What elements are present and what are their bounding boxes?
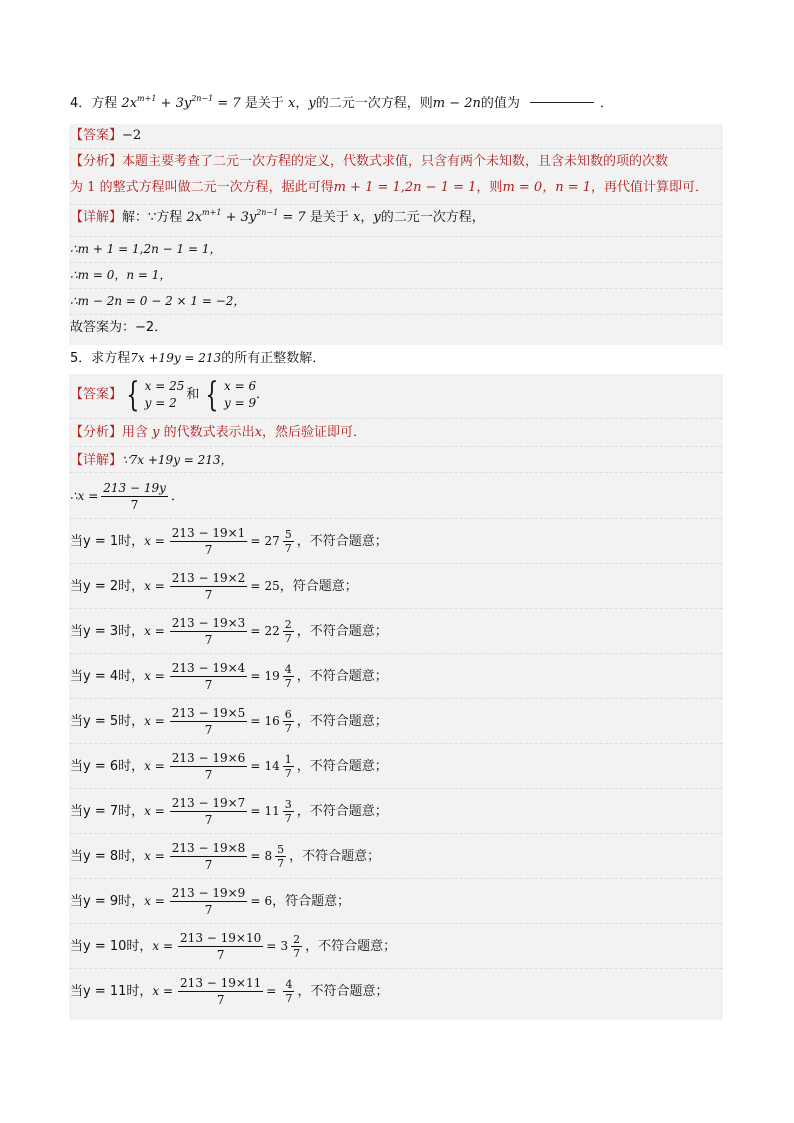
- q4-step-2: ∴m = 0，n = 1，: [70, 268, 172, 282]
- q4-suffix-c: 的值为: [480, 96, 520, 111]
- case-verdict: ，不符合题意；: [305, 939, 397, 954]
- and-text: 和: [186, 387, 200, 402]
- q4-analysis-text: 本题主要考查了二元一次方程的定义，代数式求值，只含有两个未知数，且含未知数的项的次数: [122, 154, 669, 169]
- case-condition: 当y = 10时，: [70, 939, 153, 954]
- fraction-numerator: 4: [285, 978, 293, 991]
- q5-question-text: 的所有正整数解．: [221, 351, 326, 366]
- fraction-numerator: 213 − 19y: [103, 481, 166, 495]
- case-remainder-fraction: [283, 978, 294, 1005]
- divider: [69, 236, 723, 237]
- case-x-label: x =: [144, 849, 165, 863]
- q4-analysis-text: 的整式方程叫做二元一次方程，据此可得: [99, 180, 334, 195]
- q4-expression: m − 2n: [432, 96, 481, 111]
- divider: [69, 698, 723, 699]
- var-x: x: [254, 425, 263, 440]
- fraction-denominator: 7: [284, 767, 292, 780]
- case-row: 当y = 7时，x = $\frac{213 - 19\times 7}{7}$ = 11 $\frac{3}{7}$ ，不符合题意；: [70, 796, 388, 827]
- case-condition: 当y = 2时，: [70, 579, 145, 594]
- q5-x-expression: ∴x = $\frac{213 - 19y}{7}$ ．: [70, 481, 184, 512]
- fraction-numerator: 213 − 19×11: [180, 976, 262, 990]
- case-fraction: [170, 795, 248, 828]
- case-remainder-fraction: [283, 663, 294, 690]
- q4-detail-text: 是关于: [309, 210, 349, 225]
- case-condition: 当y = 6时，: [70, 759, 145, 774]
- fraction-denominator: 7: [284, 542, 292, 555]
- q4-suffix-a: 是关于: [244, 96, 284, 111]
- divider: [69, 923, 723, 924]
- fraction-denominator: 7: [216, 993, 225, 1007]
- case-x-label: x =: [144, 894, 165, 908]
- case-row: 当y = 10时，x = $\frac{213 - 19\times 10}{7}$ = 3 $\frac{2}{7}$ ，不符合题意；: [70, 931, 397, 962]
- q4-period: ．: [600, 96, 614, 111]
- fraction-numerator: 213 − 19×6: [171, 751, 246, 765]
- case-fraction: [178, 975, 263, 1008]
- case-condition: 当y = 4时，: [70, 669, 145, 684]
- divider: [69, 288, 723, 289]
- case-verdict: ，不符合题意；: [296, 669, 388, 684]
- q5-analysis: [70, 423, 366, 443]
- fraction-numerator: 1: [284, 753, 292, 766]
- fraction-denominator: 7: [204, 813, 213, 827]
- analysis-tag: 【分析】: [70, 154, 123, 169]
- divider: [69, 418, 723, 419]
- divider: [69, 608, 723, 609]
- case-x-label: x =: [144, 624, 165, 638]
- fraction-numerator: 213 − 19×2: [171, 571, 246, 585]
- case-x-label: x =: [144, 759, 165, 773]
- system-equation: x = 25: [144, 378, 185, 393]
- q5-question-equation: 7x +19y = 213: [130, 351, 222, 365]
- equation-system-1: { x = 25 y = 2: [126, 374, 185, 415]
- q5-analysis-text: ，然后验证即可．: [262, 425, 367, 440]
- fraction-denominator: 7: [284, 722, 292, 735]
- q4-answer-value: −2: [122, 128, 142, 143]
- case-row: 当y = 11时，x = $\frac{213 - 19\times 11}{7}$ = $\frac{4}{7}$ ，不符合题意；: [70, 976, 389, 1007]
- case-x-label: x =: [144, 534, 165, 548]
- x-expression-fraction: [101, 480, 168, 513]
- q4-conditions: m + 1 = 1,2n − 1 = 1: [333, 180, 477, 195]
- fraction-denominator: 7: [204, 858, 213, 872]
- fraction-denominator: 7: [277, 857, 285, 870]
- fraction-numerator: 3: [284, 798, 292, 811]
- case-remainder-fraction: [283, 618, 294, 645]
- divider: [69, 833, 723, 834]
- fraction-numerator: 2: [284, 618, 292, 631]
- fraction-numerator: 213 − 19×9: [171, 886, 246, 900]
- fraction-numerator: 213 − 19×5: [171, 706, 246, 720]
- case-fraction: [170, 660, 248, 693]
- q4-equation: $2x^{m+1} + 3y^{2n-1} = 7$: [186, 208, 306, 225]
- q4-step-1: ∴m + 1 = 1,2n − 1 = 1，: [70, 242, 222, 256]
- divider: [69, 968, 723, 969]
- fraction-numerator: 213 − 19×4: [171, 661, 246, 675]
- var-y: y: [152, 425, 160, 440]
- q5-question: [70, 348, 325, 369]
- fraction-numerator: 213 − 19×1: [171, 526, 246, 540]
- divider: [69, 446, 723, 447]
- x-expression-lhs: ∴x =: [70, 489, 99, 503]
- case-condition: 当y = 1时，: [70, 534, 145, 549]
- fraction-denominator: 7: [285, 992, 293, 1005]
- case-remainder-fraction: [283, 708, 294, 735]
- case-x-label: x =: [152, 984, 174, 998]
- answer-blank: [530, 102, 594, 103]
- answer-tag: 【答案】: [70, 128, 123, 143]
- case-x-label: x =: [144, 714, 165, 728]
- case-result: 22: [264, 624, 280, 638]
- analysis-tag: 【分析】: [70, 425, 123, 440]
- case-remainder-fraction: [275, 843, 286, 870]
- fraction-denominator: 7: [284, 677, 292, 690]
- fraction-denominator: 7: [204, 768, 213, 782]
- case-row: 当y = 5时，x = $\frac{213 - 19\times 5}{7}$ = 16 $\frac{6}{7}$ ，不符合题意；: [70, 706, 388, 737]
- fraction-denominator: 7: [204, 903, 213, 917]
- case-result: 14: [264, 759, 280, 773]
- case-fraction: [170, 750, 248, 783]
- equation-system-2: { x = 6 y = 9: [205, 374, 257, 415]
- q4-step-3: ∴m − 2n = 0 − 2 × 1 = −2，: [70, 294, 246, 308]
- system-equation: x = 6: [224, 378, 257, 393]
- fraction-numerator: 6: [284, 708, 292, 721]
- divider: [69, 204, 723, 205]
- case-verdict: ，不符合题意；: [296, 534, 388, 549]
- q4-prefix: 4．方程: [70, 96, 118, 111]
- case-x-label: x =: [152, 939, 174, 953]
- q5-answer: [70, 376, 269, 414]
- fraction-denominator: 7: [284, 812, 292, 825]
- case-condition: 当y = 5时，: [70, 714, 145, 729]
- case-row: 当y = 6时，x = $\frac{213 - 19\times 6}{7}$ = 14 $\frac{1}{7}$ ，不符合题意；: [70, 751, 388, 782]
- q4-analysis-text: ，则: [476, 180, 503, 195]
- case-row: 当y = 2时，x = $\frac{213 - 19\times 2}{7}$ = 25，符合题意；: [70, 571, 358, 602]
- fraction-denominator: 7: [204, 588, 213, 602]
- divider: [69, 743, 723, 744]
- case-fraction: [178, 930, 263, 963]
- case-fraction: [170, 705, 248, 738]
- system-equation: y = 9: [224, 395, 257, 410]
- case-verdict: ，符合题意；: [272, 894, 351, 909]
- detail-tag: 【详解】: [70, 453, 123, 468]
- divider: [69, 788, 723, 789]
- case-row: 当y = 9时，x = $\frac{213 - 19\times 9}{7}$ = 6，符合题意；: [70, 886, 351, 917]
- q4-analysis-text: ，再代值计算即可．: [591, 180, 709, 195]
- case-row: 当y = 1时，x = $\frac{213 - 19\times 1}{7}$ = 27 $\frac{5}{7}$ ，不符合题意；: [70, 526, 388, 557]
- case-fraction: [170, 570, 248, 603]
- fraction-numerator: 213 − 19×3: [171, 616, 246, 630]
- case-remainder-fraction: [291, 933, 302, 960]
- case-remainder-fraction: [283, 798, 294, 825]
- q4-suffix-b: 的二元一次方程，则: [315, 96, 433, 111]
- case-condition: 当y = 3时，: [70, 624, 145, 639]
- case-verdict: ，不符合题意；: [289, 849, 381, 864]
- q4-final: 故答案为：−2．: [70, 320, 168, 335]
- case-verdict: ，不符合题意；: [296, 624, 388, 639]
- q4-analysis-line-1: [70, 152, 668, 172]
- case-x-label: x =: [144, 579, 165, 593]
- q4-analysis-line-2: [70, 178, 708, 198]
- var-y: y: [373, 210, 381, 225]
- case-verdict: ，不符合题意；: [296, 804, 388, 819]
- case-remainder-fraction: [283, 528, 294, 555]
- q4-answer: [70, 126, 141, 146]
- fraction-denominator: 7: [130, 498, 139, 512]
- fraction-numerator: 5: [277, 843, 285, 856]
- var-x: x: [353, 210, 361, 225]
- q5-period: ．: [256, 387, 270, 402]
- divider: [69, 563, 723, 564]
- case-verdict: ，符合题意；: [279, 579, 358, 594]
- case-result: 8: [264, 849, 273, 863]
- divider: [69, 518, 723, 519]
- case-verdict: ，不符合题意；: [296, 714, 388, 729]
- case-verdict: ，不符合题意；: [296, 759, 388, 774]
- case-result: 6: [264, 894, 273, 908]
- case-x-label: x =: [144, 804, 165, 818]
- q4-question: 4．方程 $2x^{m+1} + 3y^{2n-1} = 7$ 是关于 x，y的二元一次方程，则m − 2n的值为 ．: [70, 94, 614, 111]
- q4-detail-text: 解：∵方程: [122, 210, 183, 225]
- var-y: y: [308, 96, 316, 111]
- q4-values: m = 0，n = 1: [502, 180, 591, 195]
- case-result: 19: [264, 669, 280, 683]
- case-row: 当y = 8时，x = $\frac{213 - 19\times 8}{7}$ = 8 $\frac{5}{7}$ ，不符合题意；: [70, 841, 381, 872]
- case-condition: 当y = 9时，: [70, 894, 145, 909]
- fraction-numerator: 213 − 19×10: [180, 931, 262, 945]
- divider: [69, 314, 723, 315]
- case-fraction: [170, 525, 248, 558]
- number-one: 1: [87, 180, 96, 195]
- fraction-denominator: 7: [204, 678, 213, 692]
- q4-detail-text: 的二元一次方程，: [380, 210, 485, 225]
- fraction-denominator: 7: [293, 947, 301, 960]
- fraction-numerator: 213 − 19×7: [171, 796, 246, 810]
- fraction-numerator: 5: [284, 528, 292, 541]
- case-row: 当y = 4时，x = $\frac{213 - 19\times 4}{7}$ = 19 $\frac{4}{7}$ ，不符合题意；: [70, 661, 388, 692]
- detail-tag: 【详解】: [70, 210, 123, 225]
- fraction-denominator: 7: [204, 723, 213, 737]
- q4-equation: $2x^{m+1} + 3y^{2n-1} = 7$: [121, 94, 241, 111]
- q5-detail: [70, 450, 233, 471]
- case-fraction: [170, 615, 248, 648]
- case-result: 16: [264, 714, 280, 728]
- fraction-denominator: 7: [204, 543, 213, 557]
- q5-detail-equation: ∵7x +19y = 213，: [122, 453, 233, 467]
- q5-question-text: 5．求方程: [70, 351, 131, 366]
- system-equation: y = 2: [144, 395, 177, 410]
- q4-detail-line-1: 【详解】解：∵方程 $2x^{m+1} + 3y^{2n-1} = 7$ 是关于 x，y的二元一次方程，: [70, 208, 485, 225]
- fraction-denominator: 7: [216, 948, 225, 962]
- case-fraction: [170, 885, 248, 918]
- divider: [69, 148, 723, 149]
- fraction-denominator: 7: [204, 633, 213, 647]
- q5-analysis-text: 用含: [122, 425, 149, 440]
- divider: [69, 878, 723, 879]
- case-x-label: x =: [144, 669, 165, 683]
- case-result: 3: [280, 939, 289, 953]
- fraction-denominator: 7: [284, 632, 292, 645]
- case-result: 11: [264, 804, 280, 818]
- case-verdict: ，不符合题意；: [297, 984, 389, 999]
- case-result: 27: [264, 534, 280, 548]
- case-remainder-fraction: [283, 753, 294, 780]
- case-condition: 当y = 8时，: [70, 849, 145, 864]
- case-row: 当y = 3时，x = $\frac{213 - 19\times 3}{7}$ = 22 $\frac{2}{7}$ ，不符合题意；: [70, 616, 388, 647]
- fraction-numerator: 2: [293, 933, 301, 946]
- divider: [69, 653, 723, 654]
- var-x: x: [287, 96, 296, 111]
- q4-analysis-text: 为: [70, 180, 84, 195]
- divider: [69, 472, 723, 473]
- case-fraction: [170, 840, 248, 873]
- answer-tag: 【答案】: [70, 387, 123, 402]
- fraction-numerator: 213 − 19×8: [171, 841, 246, 855]
- fraction-numerator: 4: [284, 663, 292, 676]
- divider: [69, 262, 723, 263]
- q5-analysis-text: 的代数式表示出: [163, 425, 255, 440]
- case-result: 25: [264, 579, 280, 593]
- case-condition: 当y = 7时，: [70, 804, 145, 819]
- case-condition: 当y = 11时，: [70, 984, 153, 999]
